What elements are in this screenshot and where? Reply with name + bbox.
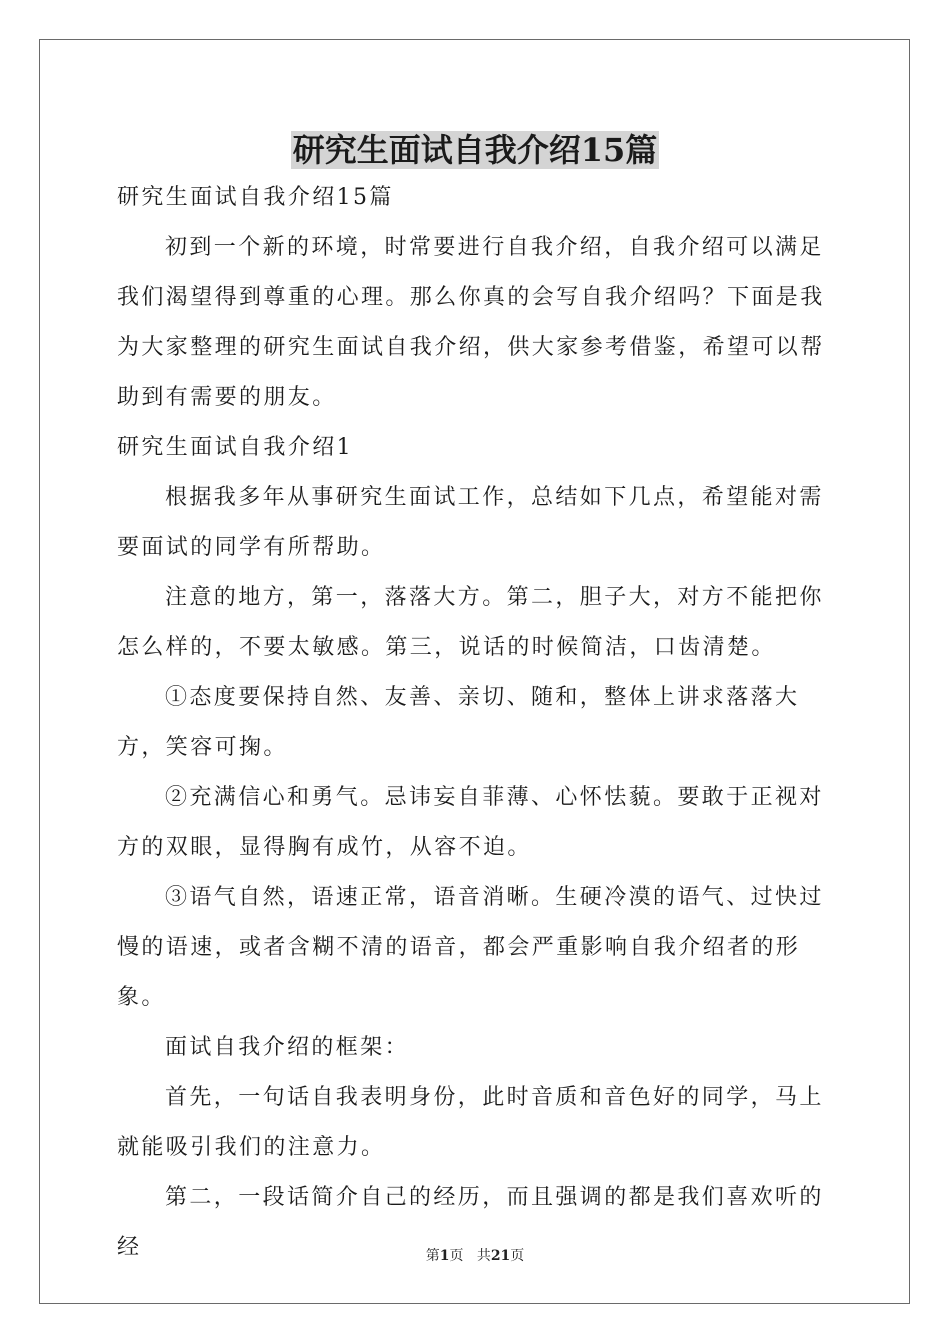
document-title	[0, 128, 950, 172]
paragraph: ①态度要保持自然、友善、亲切、随和，整体上讲求落落大方，笑容可掬。	[117, 685, 800, 760]
total-pages-number: 21	[490, 1248, 511, 1264]
paragraph: 面试自我介绍的框架：	[165, 1035, 410, 1060]
paragraph: 根据我多年从事研究生面试工作，总结如下几点，希望能对需要面试的同学有所帮助。	[117, 485, 824, 560]
page-prefix: 第	[425, 1248, 440, 1264]
paragraph: 第二，一段话简介自己的经历，而且强调的都是我们喜欢听的经	[117, 1185, 824, 1260]
paragraph-intro: 初到一个新的环境，时常要进行自我介绍，自我介绍可以满足我们渴望得到尊重的心理。那么你真的会写自我介绍吗？下面是我为大家整理的研究生面试自我介绍，供大家参考借鉴，希望可以帮助到有需要的朋友。	[117, 235, 825, 410]
document-body	[117, 173, 837, 1273]
paragraph: 注意的地方，第一，落落大方。第二，胆子大，对方不能把你怎么样的，不要太敏感。第三，说话的时候简洁，口齿清楚。	[117, 585, 824, 660]
section-heading-1: 研究生面试自我介绍1	[117, 435, 353, 460]
page-footer	[0, 1246, 950, 1266]
paragraph: ②充满信心和勇气。忌讳妄自菲薄、心怀怯藐。要敢于正视对方的双眼，显得胸有成竹，从容不迫。	[117, 785, 824, 860]
paragraph: ③语气自然，语速正常，语音消晰。生硬冷漠的语气、过快过慢的语速，或者含糊不清的语音，都会严重影响自我介绍者的形象。	[117, 885, 824, 1010]
page-suffix: 页	[449, 1248, 464, 1264]
document-title-text: 研究生面试自我介绍15篇	[292, 131, 658, 169]
total-prefix: 共	[476, 1248, 491, 1264]
paragraph: 首先，一句话自我表明身份，此时音质和音色好的同学，马上就能吸引我们的注意力。	[117, 1085, 824, 1160]
total-suffix: 页	[510, 1248, 525, 1264]
paragraph-subtitle: 研究生面试自我介绍15篇	[117, 185, 394, 210]
current-page-number: 1	[439, 1248, 450, 1264]
